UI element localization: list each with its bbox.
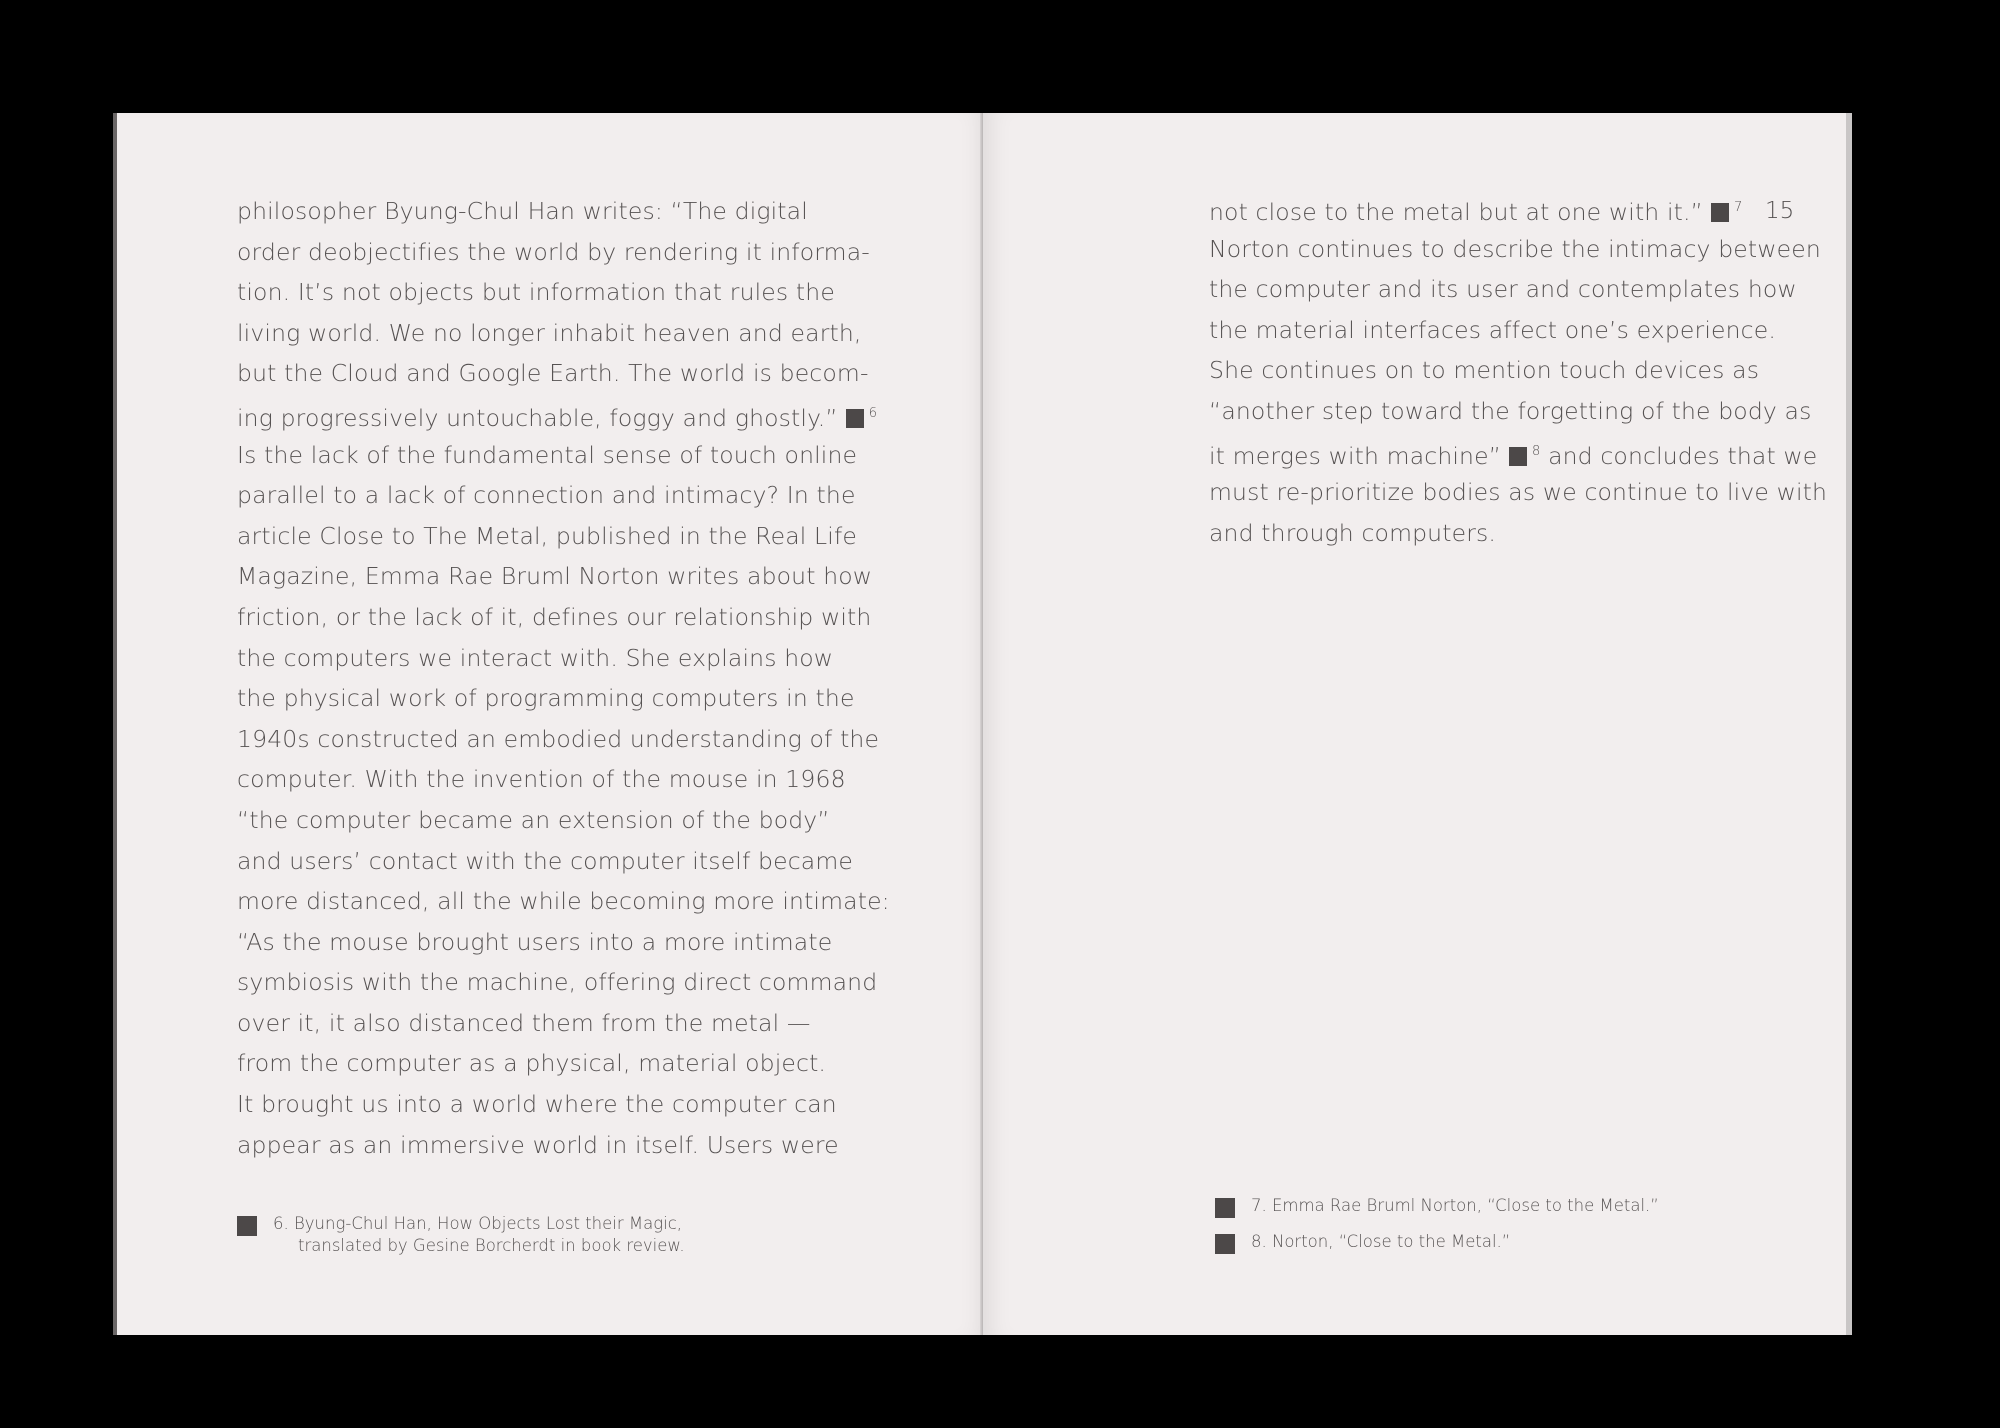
text-line: article Close to The Metal, published in the Real Life bbox=[237, 521, 858, 550]
footnote-ref-8[interactable]: 8 bbox=[1532, 443, 1541, 459]
text-line: parallel to a lack of connection and intimacy? In the bbox=[237, 481, 856, 510]
text-line: but the Cloud and Google Earth. The world is becom- bbox=[237, 359, 869, 388]
footnote-8-text: 8. Norton, “Close to the Metal.” bbox=[1251, 1232, 1511, 1251]
open-book bbox=[113, 113, 1846, 1335]
right-page bbox=[983, 113, 1852, 1335]
left-page bbox=[113, 113, 987, 1335]
text-line-with-footnote bbox=[237, 394, 897, 435]
footnote-ref-7[interactable]: 7 bbox=[1733, 200, 1743, 215]
text-line-with-footnote bbox=[1209, 432, 1818, 473]
text-line: the computer and its user and contemplates how bbox=[1209, 275, 1797, 304]
text-line: “As the mouse brought users into a more intimate bbox=[237, 927, 833, 956]
text-line: the physical work of programming computers in the bbox=[237, 684, 855, 713]
right-body-text bbox=[1209, 188, 1828, 553]
text-line: It brought us into a world where the computer can bbox=[237, 1090, 837, 1119]
text-line: Norton continues to describe the intimacy between bbox=[1209, 234, 1821, 263]
footnote-8 bbox=[1215, 1231, 1775, 1257]
footnote-6-line1: 6. Byung-Chul Han, How Objects Lost their Magic, bbox=[273, 1214, 683, 1233]
footnote-marker-icon bbox=[1711, 203, 1729, 222]
text-line-content: it merges with machine” bbox=[1209, 441, 1502, 470]
footnote-7-text: 7. Emma Rae Bruml Norton, “Close to the Metal.” bbox=[1251, 1196, 1659, 1215]
footnote-marker-icon bbox=[1509, 447, 1527, 466]
text-line: and users’ contact with the computer itself became bbox=[237, 846, 853, 875]
text-line: computer. With the invention of the mouse in 1968 bbox=[237, 765, 846, 794]
text-line-content: not close to the metal but at one with it.” bbox=[1209, 198, 1703, 226]
footnote-marker-icon bbox=[237, 1216, 257, 1236]
footnote-6 bbox=[237, 1213, 857, 1261]
text-line: She continues on to mention touch devices as bbox=[1209, 356, 1760, 385]
left-body-text bbox=[237, 191, 897, 1165]
text-line: friction, or the lack of it, defines our relationship with bbox=[237, 602, 872, 631]
text-line: tion. It’s not objects but information that rules the bbox=[237, 278, 835, 307]
text-line: more distanced, all the while becoming more intimate: bbox=[237, 887, 890, 916]
text-line: and through computers. bbox=[1209, 518, 1497, 547]
text-line: the computers we interact with. She explains how bbox=[237, 643, 834, 672]
text-line: symbiosis with the machine, offering direct command bbox=[237, 968, 878, 997]
footnote-marker-icon bbox=[846, 409, 864, 428]
footnote-6-line2: translated by Gesine Borcherdt in book review. bbox=[298, 1236, 685, 1255]
page-number: 15 bbox=[1765, 198, 1795, 224]
text-line: the material interfaces affect one’s experience. bbox=[1209, 315, 1776, 344]
text-line: philosopher Byung-Chul Han writes: “The digital bbox=[237, 197, 808, 225]
text-line-with-footnote bbox=[1209, 188, 1809, 229]
text-line: over it, it also distanced them from the metal — bbox=[237, 1008, 811, 1037]
text-line-content: ing progressively untouchable, foggy and ghostly.” bbox=[237, 403, 838, 432]
text-line: appear as an immersive world in itself. Users were bbox=[237, 1130, 839, 1159]
footnote-7 bbox=[1215, 1195, 1775, 1221]
text-line: Is the lack of the fundamental sense of touch online bbox=[237, 440, 858, 469]
footnote-marker-icon bbox=[1215, 1198, 1235, 1218]
footnote-marker-icon bbox=[1215, 1234, 1235, 1254]
text-line: order deobjectifies the world by rendering it informa- bbox=[237, 237, 870, 266]
footnote-ref-6[interactable]: 6 bbox=[868, 405, 878, 421]
text-line-content: and concludes that we bbox=[1548, 441, 1818, 470]
text-line: living world. We no longer inhabit heaven and earth, bbox=[237, 318, 862, 347]
text-line: Magazine, Emma Rae Bruml Norton writes about how bbox=[237, 562, 873, 591]
text-line: “the computer became an extension of the body” bbox=[237, 805, 830, 834]
text-line: must re-prioritize bodies as we continue to live with bbox=[1209, 478, 1828, 507]
text-line: “another step toward the forgetting of the body as bbox=[1209, 396, 1812, 425]
text-line: 1940s constructed an embodied understanding of the bbox=[237, 724, 880, 753]
text-line: from the computer as a physical, material object. bbox=[237, 1049, 827, 1078]
